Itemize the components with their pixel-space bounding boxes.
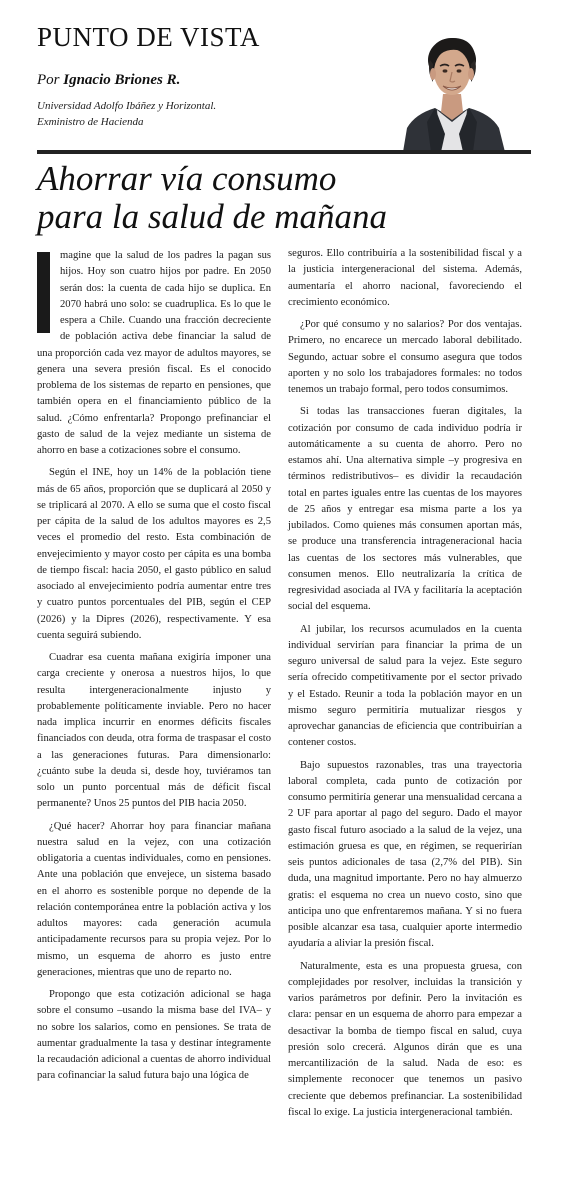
author-affiliation	[37, 98, 216, 130]
section-label: PUNTO DE VISTA	[37, 22, 260, 52]
paragraph: seguros. Ello contribuiría a la sostenibilidad fiscal y a la justicia intergeneracional del sistema. Además, aumentaría el ahorro nacional, favoreciendo el crecimiento económico.	[288, 248, 522, 308]
article-column-left	[37, 248, 271, 1091]
paragraph: ¿Qué hacer? Ahorrar hoy para financiar mañana nuestra salud en la vejez, con una cotización obligatoria a cuentas individuales, como en pensiones. Ante una población que envejece, un sistema basado en el ahorro es sostenible porque no depende de la relación contemporánea entre la población activa y los adultos mayores: cada generación acumula anticipadamente recursos para su propia vejez. Por lo mismo, un esquema de ahorro es justo entre generaciones, mientras que uno de reparto no.	[37, 820, 271, 978]
author-portrait-illustration	[397, 26, 507, 152]
paragraph: Propongo que esta cotización adicional se haga sobre el consumo –usando la misma base del IVA– y no sobre los salarios, como en pensiones. Se trata de aumentar gradualmente la tasa y destinar íntegramente la recaudación adicional a cuentas de ahorro individual para cofinanciar la salud futura bajo una lógica de	[37, 989, 271, 1082]
paragraph: Al jubilar, los recursos acumulados en la cuenta individual servirían para financiar la prima de un seguro universal de salud para la vejez. Este seguro sería ofrecido competitivamente por el sector privado y el Estado. Reunir a toda la población mayor en un mismo seguro permitiría mutualizar riesgos y aprovechar ganancias de eficiencia que contribuirían a contener costos.	[288, 623, 522, 749]
paragraph: Bajo supuestos razonables, tras una trayectoria laboral completa, cada punto de cotización por consumo permitiría generar una mensualidad cercana a 2 UF para aportar al pago del seguro. Dado el mayor gasto fiscal futuro asociado a la salud de la vejez, una estimación gruesa es que, en régimen, se requerirían seis puntos adicionales de tasa (2,7% del PIB). Sin duda, una magnitud importante. Pero no hay almuerzo gratis: el esquema no crea un nuevo costo, sino que anticipa uno que enfrentaremos mañana. Y si no fuera posible alcanzar esa tasa, cualquier aporte intermedio ayudaría a aliviar la presión fiscal.	[288, 759, 522, 950]
author-name: Ignacio Briones R.	[63, 72, 181, 88]
paragraph: magine que la salud de los padres la pagan sus hijos. Hoy son cuatro hijos por padre. En 2050 serán dos: la cuenta de cada hijo se duplica. En 2070 habrá uno solo: se cuadruplica. Es lo que le espera a Chile. Cuando una fracción decreciente de población activa debe financiar la salud de una proporción cada vez mayor de adultos mayores, se genera una severa presión fiscal. Es el conocido problema de los sistemas de reparto en pensiones, que también opera en el financiamiento público de la salud. ¿Cómo enfrentarla? Propongo prefinanciar el gasto de salud de la vejez mediante un sistema de ahorro en base a cotizaciones sobre el consumo.	[37, 250, 271, 456]
paragraph: ¿Por qué consumo y no salarios? Por dos ventajas. Primero, no encarece un mercado laboral debilitado. Segundo, actuar sobre el consumo asegura que todos aporten y no solo los trabajadores formales: no todos tenemos un trabajo formal, pero todos consumimos.	[288, 319, 522, 395]
paragraph: Si todas las transacciones fueran digitales, la cotización por consumo de cada individuo podría ir automáticamente a su cuenta de ahorro. Pero no estamos ahí. Una alternativa simple –y progresiva en términos redistributivos– es dividir la recaudación total en partes iguales entre las cuentas de los mayores de 25 años y entregar esa misma parte a los ya jubilados. Como quienes más consumen aportan más, se produce una transferencia intrageneracional hacia las cuentas de los sectores más vulnerables, que consumen menos. Ello neutralizaría la crítica de regresividad asociada al IVA y facilitaría la aceptación social del esquema.	[288, 406, 522, 613]
author-photo	[397, 26, 507, 152]
byline	[37, 72, 180, 89]
byline-prefix: Por	[37, 72, 60, 88]
affiliation-line-2: Exministro de Hacienda	[37, 116, 144, 128]
headline-line-2: para la salud de mañana	[37, 197, 387, 236]
headline-line-1: Ahorrar vía consumo	[37, 159, 337, 198]
paragraph: Cuadrar esa cuenta mañana exigiría imponer una carga creciente y onerosa a nuestros hijos, lo que resulta intergeneracionalmente injusto y probablemente políticamente inviable. Pero no hacer nada implica incurrir en enormes déficits fiscales financiados con deuda, otra forma de traspasar el costo a las generaciones futuras. Para dimensionarlo: ¿cuánto sube la deuda si, desde hoy, tuviéramos tan solo un punto porcentual más de déficit fiscal permanente? Unos 25 puntos del PIB hacia 2050.	[37, 652, 271, 810]
header-rule	[37, 150, 531, 154]
paragraph: Según el INE, hoy un 14% de la población tiene más de 65 años, proporción que se duplicará al 2050 y se triplicará al 2070. A ello se suma que el costo fiscal per cápita de la salud de los adultos mayores es 2,5 veces el promedio del resto. Esta combinación de envejecimiento y mayor costo per cápita es una bomba de tiempo fiscal: hacia 2050, el gasto público en salud asociado al envejecimiento podría aumentar entre tres y cuatro puntos porcentuales del PIB, según el CEP (2026) y la Dipres (2026), respectivamente. Y esa cuenta seguirá subiendo.	[37, 467, 271, 641]
paragraph: Naturalmente, esta es una propuesta gruesa, con complejidades por resolver, incluidas la transición y varios parámetros por definir. Pero la invitación es clara: pensar en un esquema de ahorro para empezar a desactivar la bomba de tiempo fiscal en salud, cuya presión solo crecerá. Algunos dirán que es una mercantilización de la salud. Nada de eso: es simplemente reconocer que tenemos un pasivo creciente que debemos prefinanciar. La sostenibilidad fiscal lo exige. La justicia intergeneracional también.	[288, 960, 522, 1118]
article-headline	[37, 160, 537, 236]
affiliation-line-1: Universidad Adolfo Ibáñez y Horizontal.	[37, 100, 217, 112]
article-column-right	[288, 246, 522, 1127]
drop-cap-block	[37, 252, 50, 333]
